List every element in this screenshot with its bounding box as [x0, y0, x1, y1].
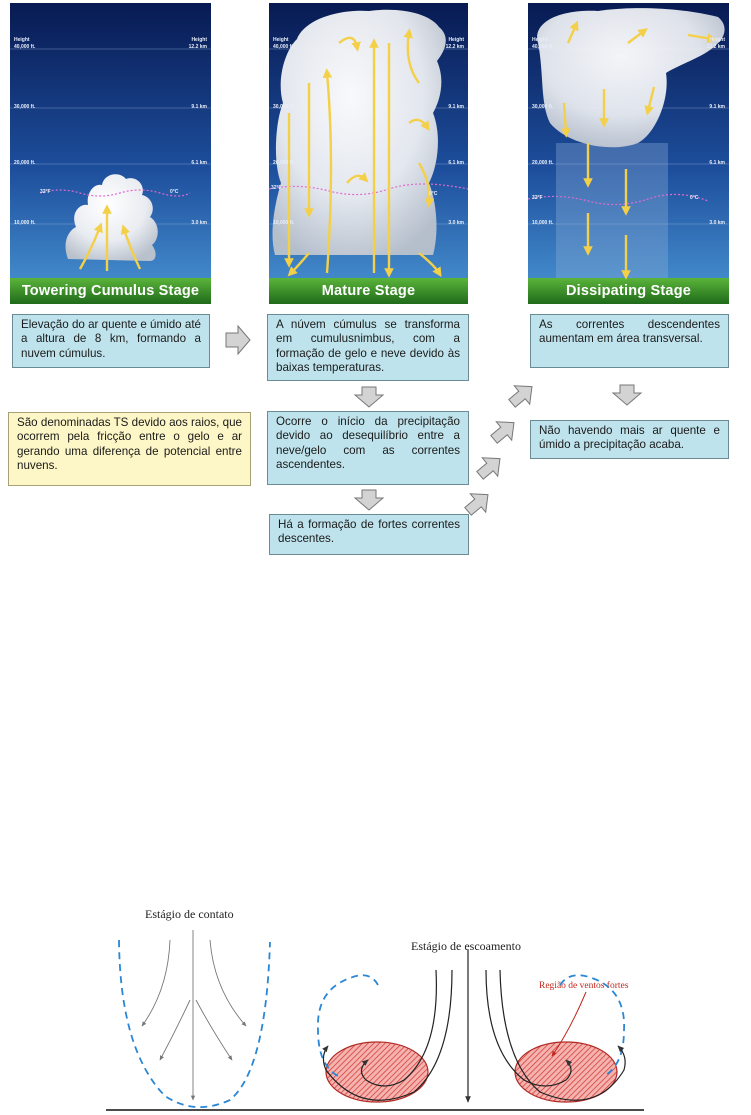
alt-km-12: 12.2 km — [706, 44, 725, 50]
rain-shaft — [556, 143, 668, 278]
outflow-stage-diagram — [318, 950, 625, 1102]
height-label-right: Height — [191, 37, 207, 43]
stage-title: Towering Cumulus Stage — [21, 283, 200, 299]
alt-ft-20000: 20,000 ft. — [273, 160, 295, 166]
downburst-diagram — [0, 930, 751, 1115]
cumulonimbus-cloud — [273, 10, 446, 255]
alt-km-12: 12.2 km — [445, 44, 464, 50]
ts-note: São denominadas TS devido aos raios, que ocorrem pela fricção entre o gelo e ar gerando uma diferença de potencial entre nuvens. — [8, 412, 251, 486]
freeze-c-label: 0°C — [690, 195, 699, 201]
alt-ft-10000: 10,000 ft. — [273, 220, 295, 226]
alt-km-3: 3.0 km — [709, 220, 725, 226]
towering-cumulus-illustration — [10, 3, 211, 304]
alt-km-6: 6.1 km — [191, 160, 207, 166]
height-label-right: Height — [448, 37, 464, 43]
alt-ft-40000: 40,000 ft. — [273, 44, 295, 50]
arrow-up-right-icon — [462, 488, 494, 518]
downdraft-formation: Há a formação de fortes correntes descentes. — [269, 514, 469, 555]
freeze-f-label: 32°F — [532, 195, 543, 201]
alt-ft-20000: 20,000 ft. — [14, 160, 36, 166]
height-label-left: Height — [273, 37, 289, 43]
arrow-down-icon — [353, 488, 385, 512]
alt-ft-10000: 10,000 ft. — [532, 220, 554, 226]
stage-title: Dissipating Stage — [565, 283, 692, 299]
precipitation-start: Ocorre o início da precipitação devido ao desequilíbrio entre a neve/gelo com as correntes ascendentes. — [267, 411, 469, 485]
freeze-f-label: 32°F — [271, 185, 282, 191]
alt-km-6: 6.1 km — [448, 160, 464, 166]
height-label-right: Height — [709, 37, 725, 43]
dissipating-description: As correntes descendentes aumentam em área transversal. — [530, 314, 729, 368]
alt-km-9: 9.1 km — [448, 104, 464, 110]
freeze-f-label: 32°F — [40, 189, 51, 195]
arrow-down-icon — [353, 385, 385, 409]
arrow-up-right-icon — [506, 380, 538, 410]
mature-stage-illustration — [269, 3, 468, 304]
strong-winds-label: Região de ventos fortes — [539, 981, 629, 991]
alt-km-9: 9.1 km — [191, 104, 207, 110]
stage-panel-mature — [269, 3, 468, 304]
alt-km-3: 3.0 km — [448, 220, 464, 226]
arrow-down-icon — [611, 383, 643, 407]
freeze-c-label: 0°C — [429, 191, 438, 197]
alt-ft-40000: 40,000 ft. — [532, 44, 554, 50]
alt-km-3: 3.0 km — [191, 220, 207, 226]
contact-stage-diagram — [119, 930, 270, 1107]
alt-ft-40000: 40,000 ft. — [14, 44, 36, 50]
alt-ft-10000: 10,000 ft. — [14, 220, 36, 226]
mature-description: A núvem cúmulus se transforma em cumulusnimbus, com a formação de gelo e neve devido às baixas temperaturas. — [267, 314, 469, 381]
stage-panel-dissipating — [528, 3, 729, 304]
alt-ft-30000: 30,000 ft. — [14, 104, 36, 110]
arrow-up-right-icon — [488, 416, 520, 446]
towering-cumulus-description: Elevação do ar quente e úmido até a altura de 8 km, formando a nuvem cúmulus. — [12, 314, 210, 368]
dissipating-stage-illustration — [528, 3, 729, 304]
height-label-left: Height — [14, 37, 30, 43]
stage-title: Mature Stage — [321, 283, 416, 299]
alt-ft-20000: 20,000 ft. — [532, 160, 554, 166]
freeze-c-label: 0°C — [170, 189, 179, 195]
stage-panel-towering-cumulus — [10, 3, 211, 304]
outflow-stage-label: Estágio de escoamento — [411, 939, 521, 953]
precipitation-end: Não havendo mais ar quente e úmido a precipitação acaba. — [530, 420, 729, 459]
alt-km-6: 6.1 km — [709, 160, 725, 166]
arrow-up-right-icon — [474, 452, 506, 482]
contact-outline-dashed — [119, 940, 270, 1107]
contact-stage-label: Estágio de contato — [145, 907, 234, 921]
alt-km-9: 9.1 km — [709, 104, 725, 110]
arrow-right-icon — [224, 324, 252, 356]
height-label-left: Height — [532, 37, 548, 43]
alt-km-12: 12.2 km — [188, 44, 207, 50]
alt-ft-30000: 30,000 ft. — [273, 104, 295, 110]
alt-ft-30000: 30,000 ft. — [532, 104, 554, 110]
